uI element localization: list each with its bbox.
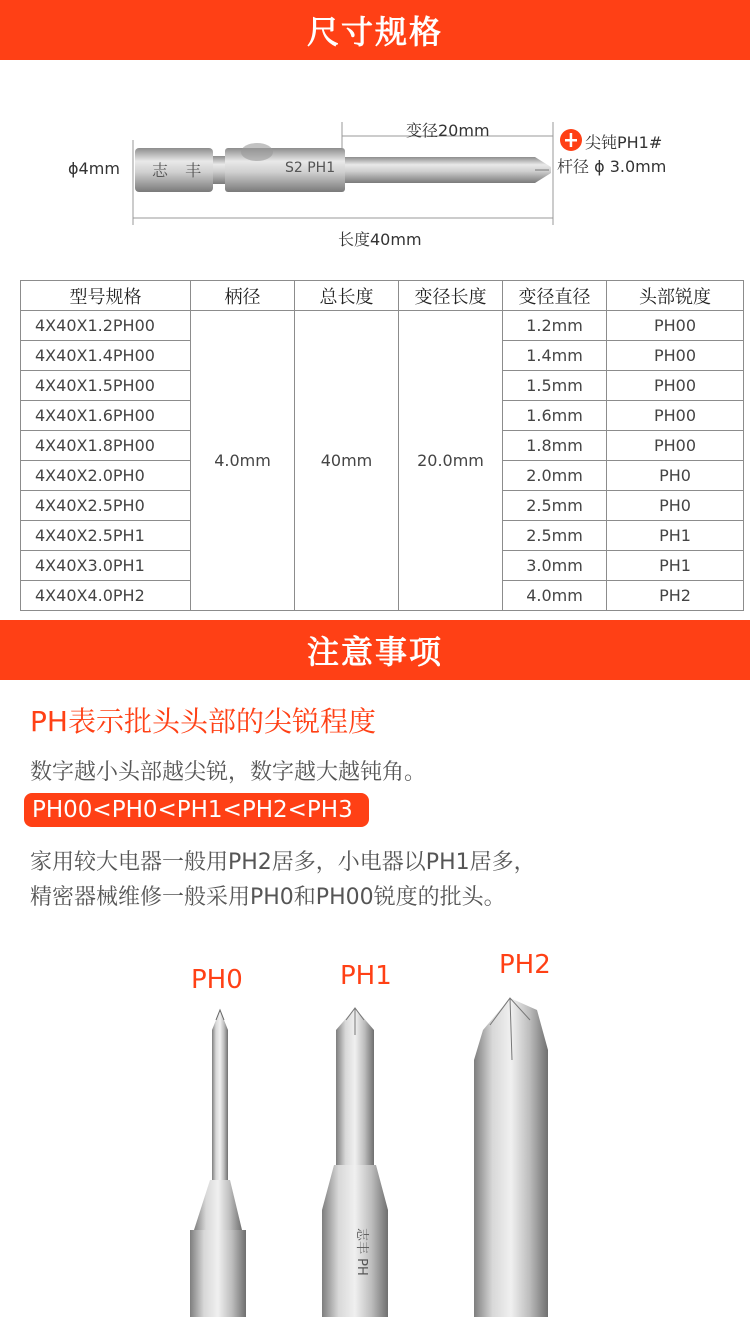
cell-model: 4X40X1.4PH00 — [21, 341, 191, 371]
sharpness-order-badge: PH00<PH0<PH1<PH2<PH3 — [24, 793, 369, 827]
shaft-diameter-label: 杆径 ϕ 3.0mm — [557, 157, 667, 176]
cell-model: 4X40X2.5PH0 — [21, 491, 191, 521]
cell-tip: PH0 — [607, 461, 744, 491]
cell-length: 40mm — [295, 311, 399, 611]
cell-tip: PH1 — [607, 551, 744, 581]
cell-taper-diameter: 2.5mm — [503, 521, 607, 551]
cell-shank: 4.0mm — [191, 311, 295, 611]
table-header-row — [21, 281, 744, 311]
cell-tip: PH00 — [607, 341, 744, 371]
header-taper-length: 变径长度 — [399, 281, 503, 311]
cell-tip: PH00 — [607, 371, 744, 401]
label-ph0: PH0 — [191, 965, 243, 995]
tip-comparison-photo — [0, 990, 750, 1317]
cell-tip: PH00 — [607, 401, 744, 431]
bit-ph1 — [322, 1008, 388, 1317]
cell-tip: PH1 — [607, 521, 744, 551]
notes-line-1: 数字越小头部越尖锐，数字越大越钝角。 — [30, 760, 427, 785]
header-model: 型号规格 — [21, 281, 191, 311]
cell-model: 4X40X4.0PH2 — [21, 581, 191, 611]
cell-model: 4X40X2.5PH1 — [21, 521, 191, 551]
taper-length-label: 变径20mm — [406, 121, 490, 140]
notes-line-2: 家用较大电器一般用PH2居多，小电器以PH1居多， — [30, 850, 536, 875]
header-tip: 头部锐度 — [607, 281, 744, 311]
header-shank: 柄径 — [191, 281, 295, 311]
cell-model: 4X40X1.5PH00 — [21, 371, 191, 401]
bit-shaft — [345, 157, 535, 183]
header-length: 总长度 — [295, 281, 399, 311]
cell-taper-length: 20.0mm — [399, 311, 503, 611]
cell-taper-diameter: 1.6mm — [503, 401, 607, 431]
bit-dimension-diagram — [0, 60, 750, 270]
cell-taper-diameter: 2.5mm — [503, 491, 607, 521]
cell-model: 4X40X3.0PH1 — [21, 551, 191, 581]
cell-taper-diameter: 1.8mm — [503, 431, 607, 461]
cell-model: 4X40X2.0PH0 — [21, 461, 191, 491]
cell-taper-diameter: 4.0mm — [503, 581, 607, 611]
cell-model: 4X40X1.6PH00 — [21, 401, 191, 431]
shank-engraving: 志 丰 — [152, 161, 208, 180]
table-row — [21, 311, 744, 341]
spec-table — [20, 280, 744, 611]
cell-taper-diameter: 2.0mm — [503, 461, 607, 491]
cell-model: 4X40X1.2PH00 — [21, 311, 191, 341]
cell-taper-diameter: 1.5mm — [503, 371, 607, 401]
cell-taper-diameter: 3.0mm — [503, 551, 607, 581]
cell-tip: PH2 — [607, 581, 744, 611]
label-ph1: PH1 — [340, 961, 392, 991]
cell-tip: PH0 — [607, 491, 744, 521]
cell-model: 4X40X1.8PH00 — [21, 431, 191, 461]
shank-diameter-label: ϕ4mm — [68, 159, 120, 178]
label-ph2: PH2 — [499, 950, 551, 980]
notes-line-3: 精密器械维修一般采用PH0和PH00锐度的批头。 — [30, 885, 506, 910]
bit-ph2 — [474, 998, 548, 1317]
engraving-text: 志丰 PH — [354, 1228, 369, 1276]
section-title-specs: 尺寸规格 — [0, 0, 750, 60]
notes-heading: PH表示批头头部的尖锐程度 — [30, 705, 376, 738]
bit-ph0 — [190, 1010, 246, 1317]
cell-taper-diameter: 1.2mm — [503, 311, 607, 341]
section-title-notes: 注意事项 — [0, 620, 750, 680]
total-length-label: 长度40mm — [338, 230, 422, 249]
mark-engraving: S2 PH1 — [285, 160, 336, 176]
header-taper-diameter: 变径直径 — [503, 281, 607, 311]
cell-tip: PH00 — [607, 311, 744, 341]
cell-taper-diameter: 1.4mm — [503, 341, 607, 371]
cell-tip: PH00 — [607, 431, 744, 461]
tip-type-label: 尖钝PH1# — [585, 133, 663, 152]
